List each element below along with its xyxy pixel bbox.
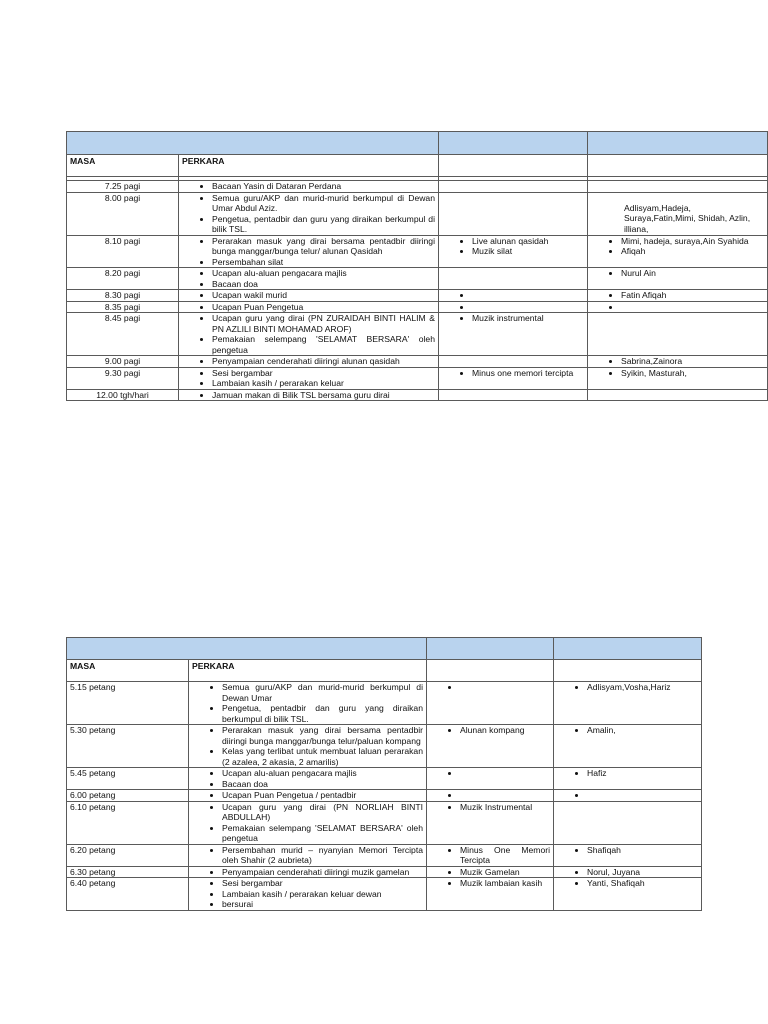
sound-item (460, 768, 550, 779)
tugas-header-blank (554, 660, 702, 682)
sound-item: • Minus one memori tercipta (472, 368, 584, 379)
masa-header: MASA (67, 660, 189, 682)
sound-list (442, 236, 584, 257)
tugas-cell (588, 290, 768, 302)
perkara-cell (179, 290, 439, 302)
table-row (67, 389, 768, 401)
masa-header: MASA (67, 155, 179, 177)
sound-cell (427, 725, 554, 768)
sound-list (430, 725, 550, 736)
perkara-cell (179, 367, 439, 389)
perkara-item: • Semua guru/AKP dan murid-murid berkumpul di Dewan Umar Abdul Aziz. (212, 193, 435, 214)
sound-cell (427, 844, 554, 866)
header-majlis (67, 132, 439, 155)
perkara-list (182, 236, 435, 268)
sound-cell (439, 301, 588, 313)
perkara-item: • Ucapan guru yang dirai (PN ZURAIDAH BINTI HALIM & PN AZLILI BINTI MOHAMAD AROF) (212, 313, 435, 334)
perkara-list (192, 878, 423, 910)
masa-cell: 5.45 petang (67, 768, 189, 790)
tugas-cell (588, 301, 768, 313)
sound-list (430, 768, 550, 779)
table-row (67, 844, 702, 866)
perkara-item: • Penyampaian cenderahati diiringi alunan qasidah (212, 356, 435, 367)
perkara-item: • Lambaian kasih / perarakan keluar dewan (222, 889, 423, 900)
sound-list (430, 790, 550, 801)
perkara-cell (189, 866, 427, 878)
sound-cell (439, 192, 588, 235)
sound-cell (427, 801, 554, 844)
masa-cell: 12.00 tgh/hari (67, 389, 179, 401)
masa-cell: 6.20 petang (67, 844, 189, 866)
perkara-cell (179, 356, 439, 368)
sound-cell (427, 790, 554, 802)
sound-item: • Muzik Gamelan (460, 867, 550, 878)
tugas-item: • Sabrina,Zainora (621, 356, 764, 367)
tugas-list (557, 790, 698, 801)
perkara-item: • Ucapan alu-aluan pengacara majlis (222, 768, 423, 779)
table-row (67, 301, 768, 313)
tugas-cell (588, 356, 768, 368)
tugas-list (591, 302, 764, 313)
perkara-item: • Persembahan silat (212, 257, 435, 268)
tugas-cell (588, 389, 768, 401)
sound-item (460, 682, 550, 693)
perkara-header: PERKARA (189, 660, 427, 682)
perkara-item: • Pemakaian selempang 'SELAMAT BERSARA' oleh pengetua (212, 334, 435, 355)
sound-item: • Minus One Memori Tercipta (460, 845, 550, 866)
perkara-list (182, 193, 435, 235)
sound-item (472, 302, 584, 313)
tugas-list (557, 878, 698, 889)
perkara-item: • Ucapan alu-aluan pengacara majlis (212, 268, 435, 279)
sound-list (430, 845, 550, 866)
table-row (67, 356, 768, 368)
perkara-list (182, 302, 435, 313)
sound-cell (439, 235, 588, 268)
tugas-list (557, 682, 698, 693)
sound-cell (427, 866, 554, 878)
masa-cell: 8.10 pagi (67, 235, 179, 268)
table-row (67, 367, 768, 389)
sound-item: • Muzik Instrumental (460, 802, 550, 813)
tugas-item: • Mimi, hadeja, suraya,Ain Syahida (621, 236, 764, 247)
header-majlis (67, 638, 427, 660)
sound-list (430, 867, 550, 878)
subheader-row (67, 660, 702, 682)
sound-cell (439, 389, 588, 401)
tugas-cell (588, 235, 768, 268)
masa-cell: 6.30 petang (67, 866, 189, 878)
tugas-list (591, 368, 764, 379)
sound-cell (427, 878, 554, 911)
perkara-list (192, 682, 423, 724)
perkara-cell (189, 682, 427, 725)
perkara-list (182, 313, 435, 355)
perkara-item: • Semua guru/AKP dan murid-murid berkumpul di Dewan Umar (222, 682, 423, 703)
table-row (67, 801, 702, 844)
perkara-cell (179, 313, 439, 356)
tugas-item: • Yanti, Shafiqah (587, 878, 698, 889)
masa-cell: 8.45 pagi (67, 313, 179, 356)
masa-cell: 6.10 petang (67, 801, 189, 844)
perkara-cell (179, 235, 439, 268)
tugas-cell (588, 192, 768, 235)
tugas-cell (588, 181, 768, 193)
sound-item (460, 790, 550, 801)
perkara-item: • Lambaian kasih / perarakan keluar (212, 378, 435, 389)
header-sound (439, 132, 588, 155)
masa-cell: 8.20 pagi (67, 268, 179, 290)
perkara-cell (179, 301, 439, 313)
masa-cell: 6.00 petang (67, 790, 189, 802)
tugas-item: • Nurul Ain (621, 268, 764, 279)
sound-list (430, 682, 550, 693)
perkara-list (192, 790, 423, 801)
tugas-cell (554, 866, 702, 878)
tugas-list (557, 845, 698, 856)
sound-item (472, 290, 584, 301)
table-row (67, 725, 702, 768)
sound-cell (427, 768, 554, 790)
table-header-row (67, 132, 768, 155)
perkara-cell (189, 790, 427, 802)
perkara-list (192, 725, 423, 767)
perkara-cell (179, 192, 439, 235)
perkara-list (192, 867, 423, 878)
tugas-cell (554, 844, 702, 866)
tugas-item (587, 790, 698, 801)
sound-cell (439, 268, 588, 290)
perkara-header: PERKARA (179, 155, 439, 177)
sesi-pagi-table (66, 131, 768, 401)
perkara-item: • Ucapan Puan Pengetua (212, 302, 435, 313)
perkara-list (182, 390, 435, 401)
tugas-cell (588, 268, 768, 290)
perkara-item: • Pengetua, pentadbir dan guru yang diraikan berkumpul di bilik TSL. (212, 214, 435, 235)
tugas-text: Adlisyam,Hadeja, Suraya,Fatin,Mimi, Shidah, Azlin, illiana, (624, 202, 751, 234)
tugas-item: • Adlisyam,Vosha,Hariz (587, 682, 698, 693)
tugas-list (557, 768, 698, 779)
table-row (67, 192, 768, 235)
sound-item: • Alunan kompang (460, 725, 550, 736)
tugas-cell (554, 682, 702, 725)
perkara-item: • Bacaan doa (212, 279, 435, 290)
table-row (67, 790, 702, 802)
tugas-list (591, 236, 764, 257)
perkara-list (182, 356, 435, 367)
sound-cell (439, 181, 588, 193)
tugas-list (591, 268, 764, 279)
sound-cell (439, 290, 588, 302)
table-row (67, 682, 702, 725)
table-row (67, 866, 702, 878)
perkara-item: • Kelas yang terlibat untuk membuat laluan perarakan (2 azalea, 2 akasia, 2 amarilis) (222, 746, 423, 767)
masa-cell: 5.15 petang (67, 682, 189, 725)
perkara-cell (189, 878, 427, 911)
perkara-item: • Jamuan makan di Bilik TSL bersama guru dirai (212, 390, 435, 401)
tugas-cell (554, 801, 702, 844)
masa-cell: 8.30 pagi (67, 290, 179, 302)
perkara-item: • Penyampaian cenderahati diiringi muzik gamelan (222, 867, 423, 878)
tugas-cell (554, 878, 702, 911)
perkara-list (192, 768, 423, 789)
tugas-item: • Shafiqah (587, 845, 698, 856)
perkara-list (182, 268, 435, 289)
perkara-list (182, 181, 435, 192)
sound-header-blank (427, 660, 554, 682)
sound-list (442, 302, 584, 313)
perkara-item: • Perarakan masuk yang dirai bersama pentadbir diiringi bunga manggar/bunga telur/ alunan Qasidah (212, 236, 435, 257)
table-row (67, 878, 702, 911)
masa-cell: 6.40 petang (67, 878, 189, 911)
perkara-item: • Persembahan murid – nyanyian Memori Tercipta oleh Shahir (2 aubrieta) (222, 845, 423, 866)
tugas-cell (588, 313, 768, 356)
perkara-item: • Sesi bergambar (212, 368, 435, 379)
tugas-item: • Amalin, (587, 725, 698, 736)
tugas-item: • Hafiz (587, 768, 698, 779)
sound-header-blank (439, 155, 588, 177)
sesi-petang-table (66, 637, 702, 911)
tugas-header-blank (588, 155, 768, 177)
tugas-item: • Afiqah (621, 246, 764, 257)
tugas-cell (588, 367, 768, 389)
tugas-item: • Fatin Afiqah (621, 290, 764, 301)
perkara-cell (189, 801, 427, 844)
perkara-list (182, 368, 435, 389)
tugas-list (557, 867, 698, 878)
perkara-cell (189, 844, 427, 866)
sound-cell (439, 313, 588, 356)
header-tugas (588, 132, 768, 155)
table-row (67, 768, 702, 790)
tugas-item (621, 302, 764, 313)
header-tugas (554, 638, 702, 660)
table-row (67, 290, 768, 302)
perkara-item: • Pengetua, pentadbir dan guru yang diraikan berkumpul di bilik TSL. (222, 703, 423, 724)
masa-cell: 5.30 petang (67, 725, 189, 768)
table-row (67, 313, 768, 356)
perkara-item: • Ucapan wakil murid (212, 290, 435, 301)
masa-cell: 8.00 pagi (67, 192, 179, 235)
sound-list (442, 368, 584, 379)
masa-cell: 8.35 pagi (67, 301, 179, 313)
perkara-item: • Bacaan Yasin di Dataran Perdana (212, 181, 435, 192)
table-header-row (67, 638, 702, 660)
tugas-list (557, 725, 698, 736)
sound-list (430, 802, 550, 813)
tugas-cell (554, 725, 702, 768)
sound-item: • Muzik silat (472, 246, 584, 257)
perkara-cell (179, 181, 439, 193)
masa-cell: 9.00 pagi (67, 356, 179, 368)
table-row (67, 268, 768, 290)
sound-list (430, 878, 550, 889)
sound-cell (439, 356, 588, 368)
perkara-cell (189, 725, 427, 768)
tugas-item: • Syikin, Masturah, (621, 368, 764, 379)
sound-cell (439, 367, 588, 389)
sound-item: • Muzik instrumental (472, 313, 584, 324)
perkara-item: • Ucapan guru yang dirai (PN NORLIAH BINTI ABDULLAH) (222, 802, 423, 823)
masa-cell: 7.25 pagi (67, 181, 179, 193)
perkara-cell (189, 768, 427, 790)
sound-cell (427, 682, 554, 725)
tugas-list (591, 290, 764, 301)
sound-list (442, 313, 584, 324)
tugas-list (591, 356, 764, 367)
perkara-list (182, 290, 435, 301)
table-row (67, 181, 768, 193)
perkara-item: • Bacaan doa (222, 779, 423, 790)
table-row (67, 235, 768, 268)
perkara-item: • Ucapan Puan Pengetua / pentadbir (222, 790, 423, 801)
perkara-list (192, 845, 423, 866)
perkara-item: • Perarakan masuk yang dirai bersama pentadbir diiringi bunga manggar/bunga telur/paluan kompang (222, 725, 423, 746)
masa-cell: 9.30 pagi (67, 367, 179, 389)
perkara-item: • Sesi bergambar (222, 878, 423, 889)
tugas-cell (554, 768, 702, 790)
tugas-item: • Norul, Juyana (587, 867, 698, 878)
perkara-list (192, 802, 423, 844)
sound-item: • Live alunan qasidah (472, 236, 584, 247)
perkara-item: • bersurai (222, 899, 423, 910)
subheader-row (67, 155, 768, 177)
sound-list (442, 290, 584, 301)
header-sound (427, 638, 554, 660)
perkara-cell (179, 268, 439, 290)
sound-item: • Muzik lambaian kasih (460, 878, 550, 889)
perkara-item: • Pemakaian selempang 'SELAMAT BERSARA' oleh pengetua (222, 823, 423, 844)
perkara-cell (179, 389, 439, 401)
tugas-cell (554, 790, 702, 802)
